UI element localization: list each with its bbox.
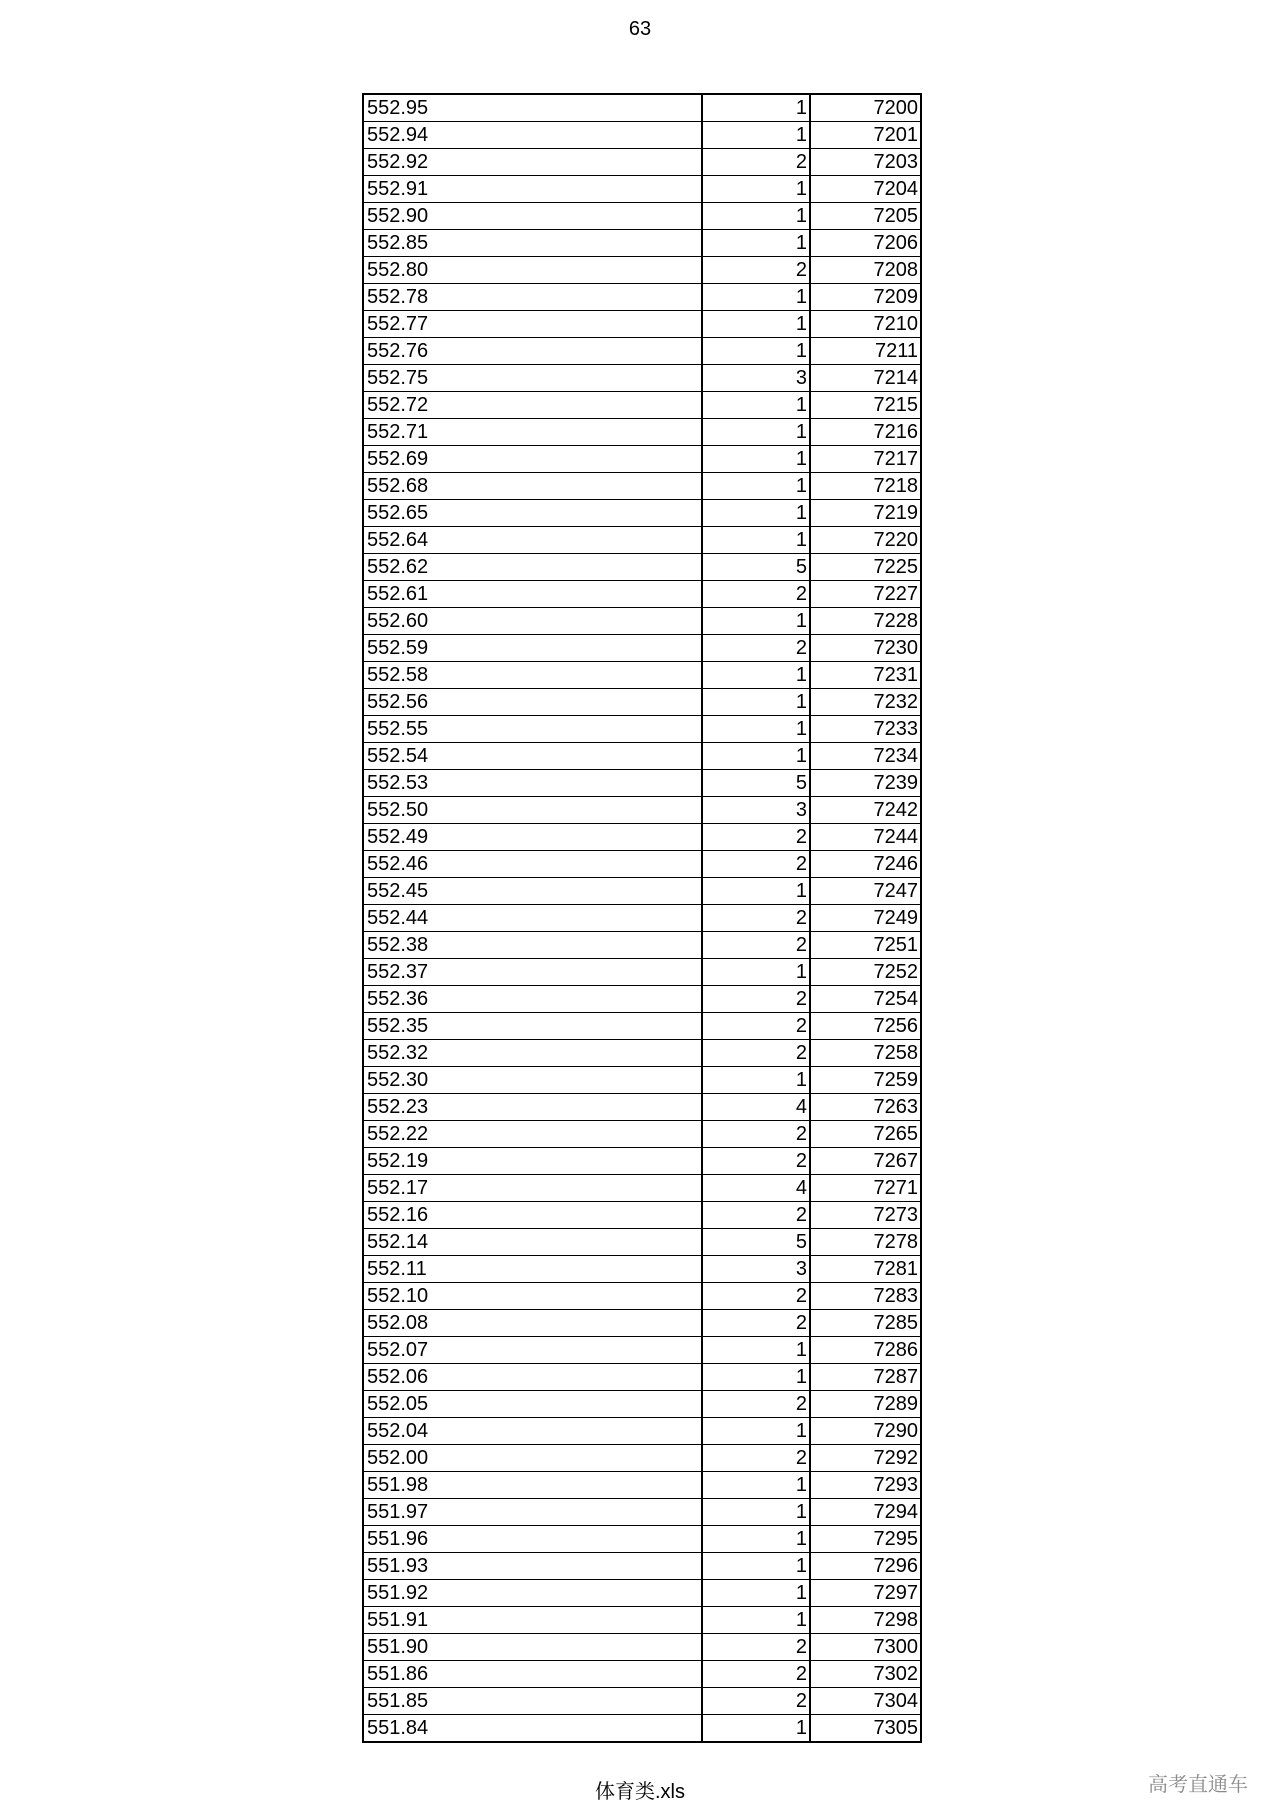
cumulative-cell: 7215: [810, 392, 921, 419]
watermark-text: 高考直通车: [1148, 1774, 1248, 1796]
table-row: [363, 743, 921, 770]
score-cell: 552.19: [363, 1148, 702, 1175]
score-cell: 552.72: [363, 392, 702, 419]
table-row: [363, 1499, 921, 1526]
count-cell: 2: [702, 635, 810, 662]
count-cell: 5: [702, 554, 810, 581]
cumulative-cell: 7298: [810, 1607, 921, 1634]
table-row: [363, 1337, 921, 1364]
table-row: [363, 176, 921, 203]
score-cell: 552.90: [363, 203, 702, 230]
count-cell: 1: [702, 1553, 810, 1580]
count-cell: 1: [702, 392, 810, 419]
score-cell: 551.98: [363, 1472, 702, 1499]
score-cell: 552.38: [363, 932, 702, 959]
score-cell: 552.07: [363, 1337, 702, 1364]
score-cell: 552.78: [363, 284, 702, 311]
count-cell: 1: [702, 122, 810, 149]
count-cell: 1: [702, 338, 810, 365]
table-row: [363, 1634, 921, 1661]
score-cell: 551.90: [363, 1634, 702, 1661]
count-cell: 1: [702, 1337, 810, 1364]
score-cell: 552.17: [363, 1175, 702, 1202]
table-row: [363, 1067, 921, 1094]
table-row: [363, 1391, 921, 1418]
count-cell: 2: [702, 851, 810, 878]
count-cell: 3: [702, 797, 810, 824]
table-row: [363, 1175, 921, 1202]
score-cell: 552.77: [363, 311, 702, 338]
table-row: [363, 1310, 921, 1337]
table-row: [363, 905, 921, 932]
table-row: [363, 338, 921, 365]
score-cell: 552.61: [363, 581, 702, 608]
cumulative-cell: 7225: [810, 554, 921, 581]
count-cell: 1: [702, 1067, 810, 1094]
table-row: [363, 203, 921, 230]
table-row: [363, 878, 921, 905]
table-row: [363, 689, 921, 716]
count-cell: 1: [702, 284, 810, 311]
score-cell: 552.64: [363, 527, 702, 554]
score-cell: 552.76: [363, 338, 702, 365]
score-cell: 551.84: [363, 1715, 702, 1743]
table-row: [363, 473, 921, 500]
count-cell: 2: [702, 149, 810, 176]
count-cell: 1: [702, 662, 810, 689]
table-row: [363, 311, 921, 338]
cumulative-cell: 7218: [810, 473, 921, 500]
table-row: [363, 932, 921, 959]
score-cell: 551.92: [363, 1580, 702, 1607]
table-row: [363, 1283, 921, 1310]
table-row: [363, 1121, 921, 1148]
score-cell: 552.06: [363, 1364, 702, 1391]
score-cell: 552.85: [363, 230, 702, 257]
count-cell: 2: [702, 1445, 810, 1472]
cumulative-cell: 7258: [810, 1040, 921, 1067]
table-row: [363, 1229, 921, 1256]
cumulative-cell: 7208: [810, 257, 921, 284]
cumulative-cell: 7216: [810, 419, 921, 446]
count-cell: 2: [702, 1661, 810, 1688]
count-cell: 2: [702, 581, 810, 608]
score-cell: 552.00: [363, 1445, 702, 1472]
cumulative-cell: 7256: [810, 1013, 921, 1040]
count-cell: 2: [702, 1040, 810, 1067]
table-row: [363, 851, 921, 878]
table-row: [363, 1661, 921, 1688]
cumulative-cell: 7283: [810, 1283, 921, 1310]
count-cell: 2: [702, 1310, 810, 1337]
score-cell: 552.59: [363, 635, 702, 662]
count-cell: 1: [702, 959, 810, 986]
cumulative-cell: 7210: [810, 311, 921, 338]
count-cell: 2: [702, 1391, 810, 1418]
cumulative-cell: 7231: [810, 662, 921, 689]
cumulative-cell: 7200: [810, 94, 921, 122]
count-cell: 1: [702, 689, 810, 716]
cumulative-cell: 7290: [810, 1418, 921, 1445]
cumulative-cell: 7251: [810, 932, 921, 959]
count-cell: 2: [702, 986, 810, 1013]
count-cell: 1: [702, 500, 810, 527]
count-cell: 2: [702, 932, 810, 959]
count-cell: 4: [702, 1094, 810, 1121]
count-cell: 1: [702, 1580, 810, 1607]
score-cell: 552.80: [363, 257, 702, 284]
score-cell: 552.54: [363, 743, 702, 770]
table-row: [363, 527, 921, 554]
count-cell: 1: [702, 716, 810, 743]
table-row: [363, 797, 921, 824]
table-row: [363, 149, 921, 176]
score-cell: 552.94: [363, 122, 702, 149]
cumulative-cell: 7304: [810, 1688, 921, 1715]
cumulative-cell: 7296: [810, 1553, 921, 1580]
score-cell: 552.44: [363, 905, 702, 932]
count-cell: 4: [702, 1175, 810, 1202]
cumulative-cell: 7285: [810, 1310, 921, 1337]
table-row: [363, 986, 921, 1013]
score-cell: 551.91: [363, 1607, 702, 1634]
cumulative-cell: 7305: [810, 1715, 921, 1743]
score-cell: 552.11: [363, 1256, 702, 1283]
score-cell: 552.14: [363, 1229, 702, 1256]
count-cell: 2: [702, 257, 810, 284]
score-distribution-table: [362, 93, 922, 1743]
score-cell: 551.97: [363, 1499, 702, 1526]
cumulative-cell: 7230: [810, 635, 921, 662]
score-cell: 551.85: [363, 1688, 702, 1715]
cumulative-cell: 7233: [810, 716, 921, 743]
count-cell: 2: [702, 1688, 810, 1715]
table-row: [363, 554, 921, 581]
count-cell: 5: [702, 770, 810, 797]
count-cell: 1: [702, 230, 810, 257]
cumulative-cell: 7219: [810, 500, 921, 527]
cumulative-cell: 7206: [810, 230, 921, 257]
table-row: [363, 1688, 921, 1715]
table-row: [363, 581, 921, 608]
table-row: [363, 1445, 921, 1472]
cumulative-cell: 7214: [810, 365, 921, 392]
table-row: [363, 959, 921, 986]
cumulative-cell: 7239: [810, 770, 921, 797]
count-cell: 1: [702, 743, 810, 770]
cumulative-cell: 7302: [810, 1661, 921, 1688]
table-row: [363, 1472, 921, 1499]
table-row: [363, 1148, 921, 1175]
cumulative-cell: 7259: [810, 1067, 921, 1094]
score-cell: 552.75: [363, 365, 702, 392]
table-row: [363, 1013, 921, 1040]
cumulative-cell: 7242: [810, 797, 921, 824]
count-cell: 1: [702, 419, 810, 446]
cumulative-cell: 7281: [810, 1256, 921, 1283]
score-cell: 552.92: [363, 149, 702, 176]
cumulative-cell: 7209: [810, 284, 921, 311]
count-cell: 2: [702, 1202, 810, 1229]
table-row: [363, 770, 921, 797]
score-cell: 552.49: [363, 824, 702, 851]
cumulative-cell: 7293: [810, 1472, 921, 1499]
score-cell: 552.58: [363, 662, 702, 689]
table-row: [363, 1526, 921, 1553]
cumulative-cell: 7232: [810, 689, 921, 716]
cumulative-cell: 7227: [810, 581, 921, 608]
score-cell: 551.86: [363, 1661, 702, 1688]
table-row: [363, 500, 921, 527]
table-row: [363, 1256, 921, 1283]
cumulative-cell: 7246: [810, 851, 921, 878]
count-cell: 1: [702, 176, 810, 203]
cumulative-cell: 7267: [810, 1148, 921, 1175]
cumulative-cell: 7292: [810, 1445, 921, 1472]
score-cell: 552.56: [363, 689, 702, 716]
score-cell: 552.32: [363, 1040, 702, 1067]
cumulative-cell: 7300: [810, 1634, 921, 1661]
count-cell: 2: [702, 824, 810, 851]
table-row: [363, 662, 921, 689]
score-cell: 552.45: [363, 878, 702, 905]
count-cell: 1: [702, 1499, 810, 1526]
score-cell: 552.69: [363, 446, 702, 473]
table-row: [363, 257, 921, 284]
count-cell: 1: [702, 608, 810, 635]
count-cell: 1: [702, 446, 810, 473]
footer-filename: 体育类.xls: [595, 1781, 685, 1803]
cumulative-cell: 7220: [810, 527, 921, 554]
table-row: [363, 716, 921, 743]
table-row: [363, 608, 921, 635]
cumulative-cell: 7234: [810, 743, 921, 770]
cumulative-cell: 7295: [810, 1526, 921, 1553]
score-cell: 552.30: [363, 1067, 702, 1094]
count-cell: 5: [702, 1229, 810, 1256]
cumulative-cell: 7294: [810, 1499, 921, 1526]
table-row: [363, 1580, 921, 1607]
page-number: 63: [628, 18, 652, 40]
cumulative-cell: 7217: [810, 446, 921, 473]
score-cell: 552.65: [363, 500, 702, 527]
table-row: [363, 1202, 921, 1229]
count-cell: 2: [702, 1121, 810, 1148]
cumulative-cell: 7205: [810, 203, 921, 230]
cumulative-cell: 7271: [810, 1175, 921, 1202]
table-row: [363, 122, 921, 149]
count-cell: 1: [702, 1418, 810, 1445]
count-cell: 1: [702, 527, 810, 554]
table-row: [363, 365, 921, 392]
count-cell: 1: [702, 1607, 810, 1634]
table-row: [363, 392, 921, 419]
count-cell: 1: [702, 473, 810, 500]
count-cell: 1: [702, 1526, 810, 1553]
cumulative-cell: 7211: [810, 338, 921, 365]
count-cell: 1: [702, 1472, 810, 1499]
count-cell: 3: [702, 365, 810, 392]
count-cell: 2: [702, 1148, 810, 1175]
score-cell: 552.46: [363, 851, 702, 878]
count-cell: 1: [702, 878, 810, 905]
count-cell: 3: [702, 1256, 810, 1283]
table-row: [363, 1364, 921, 1391]
cumulative-cell: 7204: [810, 176, 921, 203]
cumulative-cell: 7278: [810, 1229, 921, 1256]
table-row: [363, 446, 921, 473]
score-cell: 552.35: [363, 1013, 702, 1040]
count-cell: 1: [702, 203, 810, 230]
cumulative-cell: 7286: [810, 1337, 921, 1364]
table-row: [363, 635, 921, 662]
cumulative-cell: 7244: [810, 824, 921, 851]
cumulative-cell: 7203: [810, 149, 921, 176]
cumulative-cell: 7273: [810, 1202, 921, 1229]
count-cell: 1: [702, 94, 810, 122]
score-cell: 551.96: [363, 1526, 702, 1553]
score-cell: 552.05: [363, 1391, 702, 1418]
cumulative-cell: 7265: [810, 1121, 921, 1148]
table-body: [363, 94, 921, 1742]
score-cell: 551.93: [363, 1553, 702, 1580]
score-cell: 552.91: [363, 176, 702, 203]
table-row: [363, 1553, 921, 1580]
score-cell: 552.22: [363, 1121, 702, 1148]
cumulative-cell: 7289: [810, 1391, 921, 1418]
table-row: [363, 824, 921, 851]
score-cell: 552.55: [363, 716, 702, 743]
score-cell: 552.71: [363, 419, 702, 446]
cumulative-cell: 7254: [810, 986, 921, 1013]
table-row: [363, 94, 921, 122]
table-row: [363, 419, 921, 446]
count-cell: 1: [702, 311, 810, 338]
table-row: [363, 284, 921, 311]
cumulative-cell: 7228: [810, 608, 921, 635]
score-cell: 552.08: [363, 1310, 702, 1337]
score-cell: 552.95: [363, 94, 702, 122]
count-cell: 1: [702, 1715, 810, 1743]
count-cell: 2: [702, 1283, 810, 1310]
table-row: [363, 1094, 921, 1121]
cumulative-cell: 7201: [810, 122, 921, 149]
cumulative-cell: 7263: [810, 1094, 921, 1121]
score-cell: 552.53: [363, 770, 702, 797]
score-cell: 552.23: [363, 1094, 702, 1121]
table-row: [363, 1715, 921, 1743]
cumulative-cell: 7297: [810, 1580, 921, 1607]
cumulative-cell: 7252: [810, 959, 921, 986]
score-cell: 552.04: [363, 1418, 702, 1445]
score-cell: 552.60: [363, 608, 702, 635]
table-row: [363, 230, 921, 257]
score-cell: 552.62: [363, 554, 702, 581]
cumulative-cell: 7249: [810, 905, 921, 932]
score-cell: 552.50: [363, 797, 702, 824]
score-cell: 552.68: [363, 473, 702, 500]
count-cell: 2: [702, 1013, 810, 1040]
score-cell: 552.37: [363, 959, 702, 986]
cumulative-cell: 7247: [810, 878, 921, 905]
count-cell: 1: [702, 1364, 810, 1391]
count-cell: 2: [702, 1634, 810, 1661]
score-cell: 552.10: [363, 1283, 702, 1310]
score-cell: 552.16: [363, 1202, 702, 1229]
table-row: [363, 1040, 921, 1067]
cumulative-cell: 7287: [810, 1364, 921, 1391]
table-row: [363, 1418, 921, 1445]
count-cell: 2: [702, 905, 810, 932]
score-cell: 552.36: [363, 986, 702, 1013]
table-row: [363, 1607, 921, 1634]
